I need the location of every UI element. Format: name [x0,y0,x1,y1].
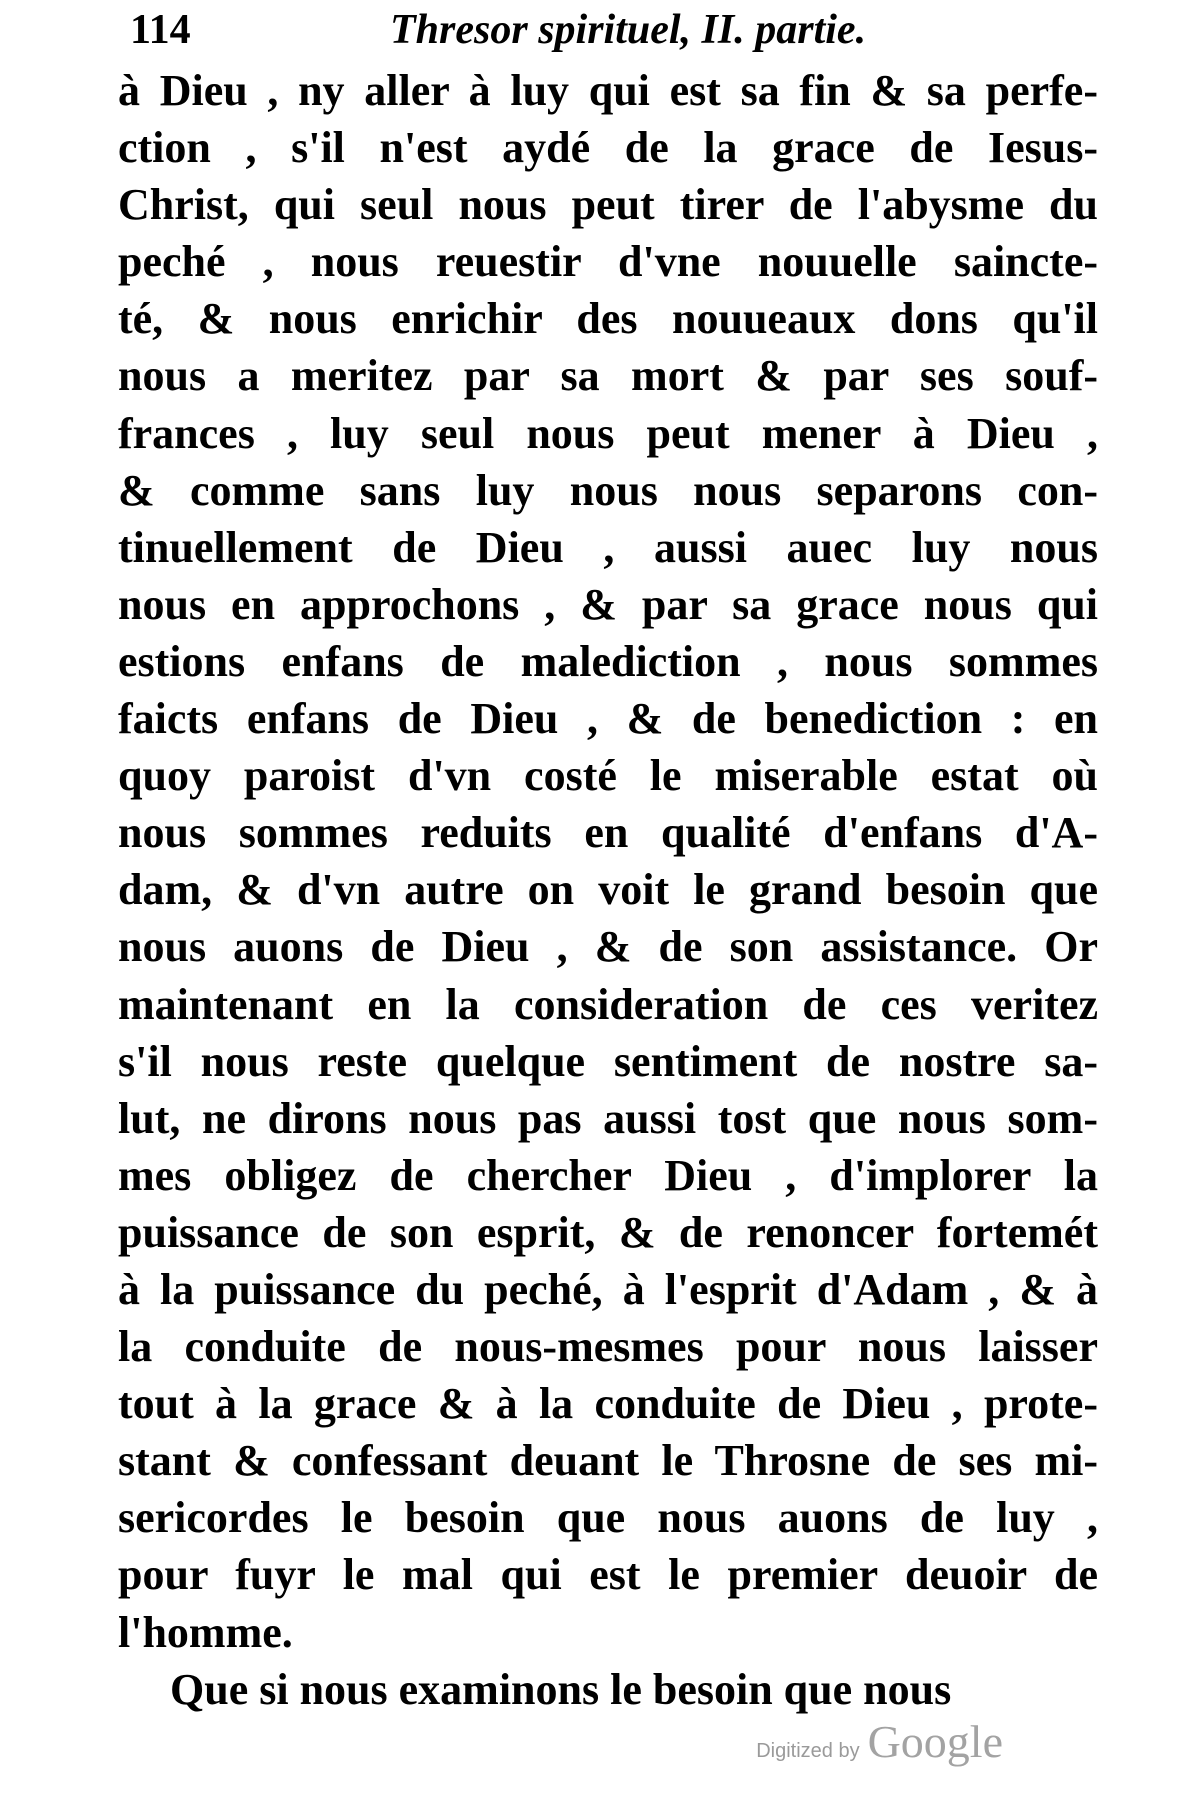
text-line: à la puissance du peché, à l'esprit d'Adam , & à [118,1264,1098,1314]
text-line: peché , nous reuestir d'vne nouuelle saincte- [118,237,1098,287]
text-line: stant & confessant deuant le Throsne de ses mi- [118,1436,1098,1486]
running-head: Thresor spirituel, II. partie. [390,7,867,53]
text-line: mes obligez de chercher Dieu , d'implorer la [118,1150,1098,1200]
text-line: s'il nous reste quelque sentiment de nostre sa- [118,1036,1098,1086]
text-line: estions enfans de malediction , nous sommes [118,636,1098,686]
text-line: dam, & d'vn autre on voit le grand besoin que [118,865,1098,915]
text-line: nous en approchons , & par sa grace nous qui [118,579,1098,629]
google-logo: Google [867,1716,1003,1767]
text-line: frances , luy seul nous peut mener à Dieu , [118,408,1098,458]
text-line: tinuellement de Dieu , aussi auec luy nous [118,522,1098,572]
text-line: nous sommes reduits en qualité d'enfans d'A- [118,808,1098,858]
text-line: tout à la grace & à la conduite de Dieu , prote- [118,1379,1098,1429]
text-line: té, & nous enrichir des nouueaux dons qu'il [118,294,1098,344]
digitized-by-google-watermark [756,1715,1003,1768]
text-line: l'homme. [118,1607,293,1657]
page-number: 114 [130,7,191,53]
text-line: à Dieu , ny aller à luy qui est sa fin & sa perfe- [118,66,1098,115]
text-line: pour fuyr le mal qui est le premier deuoir de [118,1550,1098,1600]
text-line: sericordes le besoin que nous auons de luy , [118,1493,1098,1543]
text-line: maintenant en la consideration de ces veritez [118,979,1098,1029]
text-line: faicts enfans de Dieu , & de benediction : en [118,694,1098,744]
text-line: quoy paroist d'vn costé le miserable estat où [118,751,1098,801]
body-text [118,62,1098,1718]
text-line: nous a meritez par sa mort & par ses souf- [118,351,1098,401]
text-line: & comme sans luy nous nous separons con- [118,465,1098,515]
text-line: lut, ne dirons nous pas aussi tost que nous som- [118,1093,1098,1143]
page-header [130,6,1130,60]
text-line: nous auons de Dieu , & de son assistance. Or [118,922,1098,972]
text-line: Christ, qui seul nous peut tirer de l'abysme du [118,180,1098,230]
text-line: la conduite de nous-mesmes pour nous laisser [118,1322,1098,1372]
text-line: ction , s'il n'est aydé de la grace de Iesus- [118,123,1098,173]
paragraph-start-line: Que si nous examinons le besoin que nous [170,1664,952,1714]
text-line: puissance de son esprit, & de renoncer fortemét [118,1207,1098,1257]
watermark-prefix: Digitized by [756,1740,860,1762]
